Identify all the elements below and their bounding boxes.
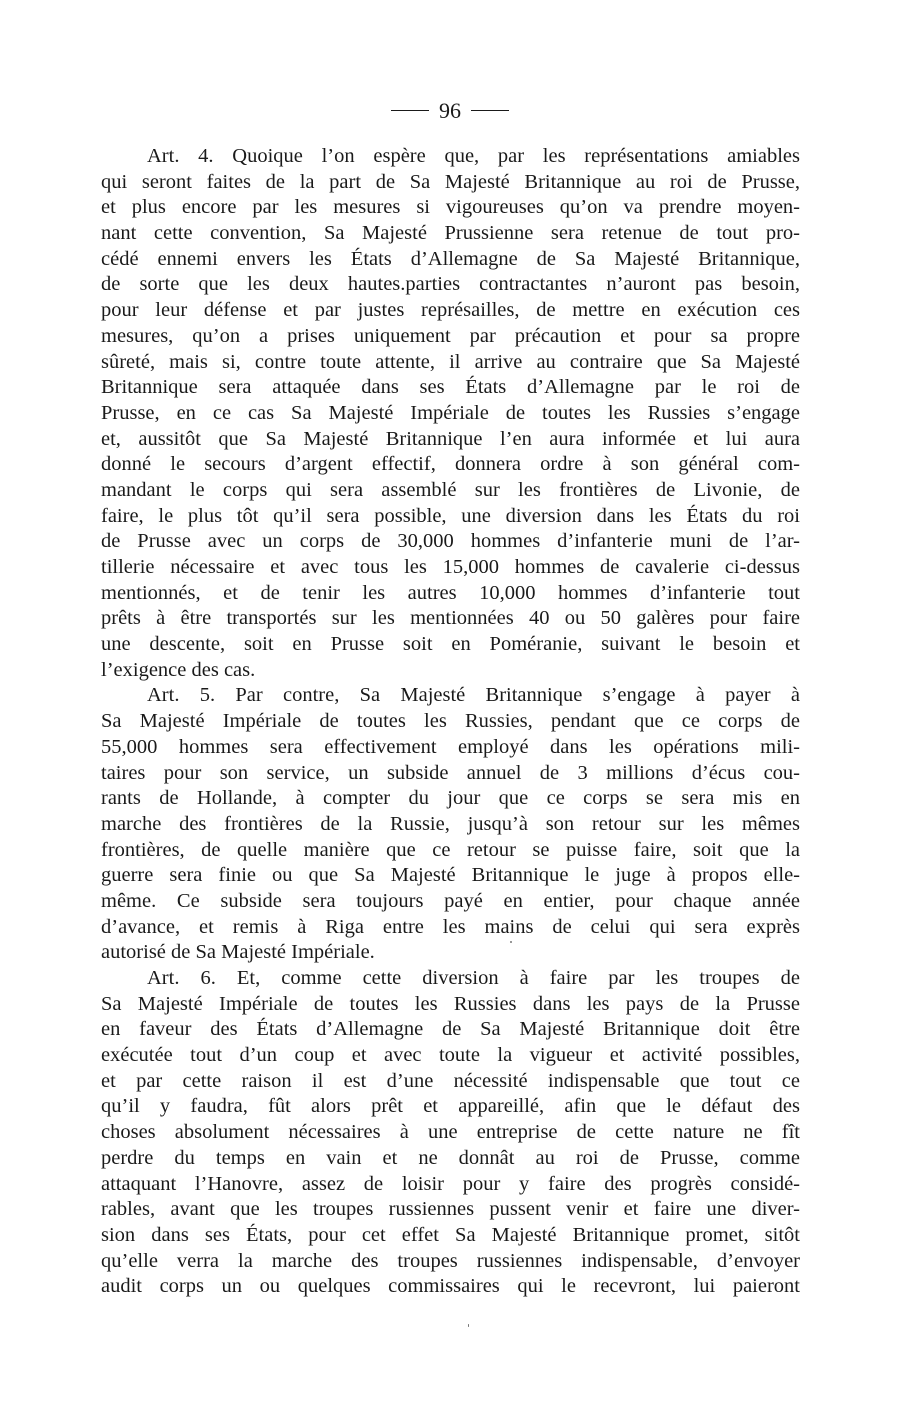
text-line: mesures, qu’on a prises uniquement par précaution et pour sa propre — [101, 324, 800, 347]
text-line: et par cette raison il est d’une nécessité indispensable que tout ce — [101, 1069, 800, 1092]
text-line: choses absolument nécessaires à une entreprise de cette nature ne fît — [101, 1121, 800, 1144]
text-line: cédé ennemi envers les États d’Allemagne de Sa Majesté Britannique, — [101, 247, 800, 270]
text-line: qu’il y faudra, fût alors prêt et appareillé, afin que le défaut des — [101, 1095, 800, 1118]
text-line: de Prusse avec un corps de 30,000 hommes d’infanterie muni de l’ar- — [101, 530, 800, 553]
text-line: rables, avant que les troupes russiennes pussent venir et faire une diver- — [101, 1198, 800, 1221]
text-line: une descente, soit en Prusse soit en Poméranie, suivant le besoin et — [101, 633, 800, 656]
text-line: Sa Majesté Impériale de toutes les Russies, pendant que ce corps de — [101, 710, 800, 733]
text-line: 55,000 hommes sera effectivement employé dans les opérations mili- — [101, 735, 800, 758]
text-line: et, aussitôt que Sa Majesté Britannique l’en aura informée et lui aura — [101, 427, 800, 450]
body-text — [101, 144, 800, 1300]
text-line: qui seront faites de la part de Sa Majesté Britannique au roi de Prusse, — [101, 170, 800, 193]
text-line: mentionnés, et de tenir les autres 10,000 hommes d’infanterie tout — [101, 581, 800, 604]
text-line: prêts à être transportés sur les mentionnées 40 ou 50 galères pour faire — [101, 607, 800, 630]
text-line: Art. 5. Par contre, Sa Majesté Britannique s’engage à payer à — [147, 684, 800, 707]
page-number: 96 — [439, 98, 461, 123]
text-line: même. Ce subside sera toujours payé en entier, pour chaque année — [101, 889, 800, 912]
text-line: tillerie nécessaire et avec tous les 15,000 hommes de cavalerie ci-dessus — [101, 556, 800, 578]
text-line: et plus encore par les mesures si vigoureuses qu’on va prendre moyen- — [101, 196, 800, 219]
text-line: audit corps un ou quelques commissaires qui le recevront, lui paieront — [101, 1275, 800, 1298]
text-line: autorisé de Sa Majesté Impériale. — [101, 941, 375, 964]
text-line: l’exigence des cas. — [101, 658, 256, 681]
text-line: exécutée tout d’un coup et avec toute la vigueur et activité possibles, — [101, 1044, 800, 1067]
text-line: Prusse, en ce cas Sa Majesté Impériale de toutes les Russies s’engage — [101, 401, 800, 424]
text-line: faire, le plus tôt qu’il sera possible, une diversion dans les États du roi — [101, 504, 800, 527]
text-line: guerre sera finie ou que Sa Majesté Britannique le juge à propos elle- — [101, 864, 800, 887]
text-line: Sa Majesté Impériale de toutes les Russies dans les pays de la Prusse — [101, 992, 800, 1015]
text-line: nant cette convention, Sa Majesté Prussienne sera retenue de tout pro- — [101, 222, 800, 245]
text-line: perdre du temps en vain et ne donnât au roi de Prusse, comme — [101, 1146, 800, 1169]
text-line: d’avance, et remis à Riga entre les mains de celui qui sera exprès — [101, 915, 800, 938]
left-dash-rule — [391, 110, 429, 111]
text-line: Art. 6. Et, comme cette diversion à faire par les troupes de — [147, 967, 800, 989]
text-line: donné le secours d’argent effectif, donnera ordre à son général com- — [101, 453, 800, 476]
text-line: frontières, de quelle manière que ce retour se puisse faire, soit que la — [101, 838, 800, 861]
text-line: sûreté, mais si, contre toute attente, il arrive au contraire que Sa Majesté — [101, 350, 800, 373]
text-line: attaquant l’Hanovre, assez de loisir pour y faire des progrès considé- — [101, 1172, 800, 1195]
text-line: Britannique sera attaquée dans ses États d’Allemagne par le roi de — [101, 376, 800, 399]
text-line: mandant le corps qui sera assemblé sur les frontières de Livonie, de — [101, 478, 800, 501]
page-number-header — [0, 96, 900, 126]
text-line: marche des frontières de la Russie, jusqu’à son retour sur les mêmes — [101, 812, 800, 835]
text-line: de sorte que les deux hautes.parties contractantes n’auront pas besoin, — [101, 273, 800, 296]
ink-speck — [510, 941, 512, 943]
ink-speck — [468, 1324, 469, 1327]
text-line: en faveur des États d’Allemagne de Sa Majesté Britannique doit être — [101, 1018, 800, 1041]
text-line: sion dans ses États, pour cet effet Sa Majesté Britannique promet, sitôt — [101, 1223, 800, 1246]
right-dash-rule — [471, 110, 509, 111]
text-line: Art. 4. Quoique l’on espère que, par les représentations amiables — [147, 145, 800, 167]
text-line: qu’elle verra la marche des troupes russiennes indispensable, d’envoyer — [101, 1249, 800, 1272]
text-line: taires pour son service, un subside annuel de 3 millions d’écus cou- — [101, 761, 800, 784]
text-line: rants de Hollande, à compter du jour que ce corps se sera mis en — [101, 787, 800, 810]
text-line: pour leur défense et par justes représailles, de mettre en exécution ces — [101, 299, 800, 322]
